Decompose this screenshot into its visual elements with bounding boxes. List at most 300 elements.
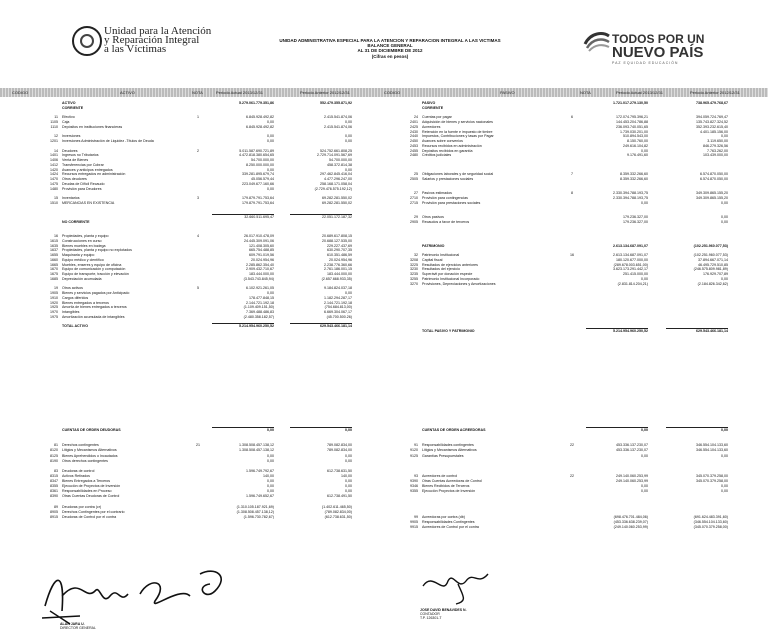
account-label: Propiedades, planta y equipo no explotados — [62, 248, 132, 253]
entity-line-2: y Reparación Integral — [104, 34, 200, 46]
account-code: 2450 — [410, 139, 418, 143]
account-code: 1637 — [50, 248, 58, 253]
slogan-line-1: TODOS POR UN — [612, 32, 705, 46]
account-code: 1910 — [50, 295, 58, 300]
entity-logo-text — [104, 27, 211, 54]
amount-current: 236.093.740.051,65 — [616, 124, 648, 129]
account-code: 1412 — [50, 162, 58, 167]
account-code: 24 — [414, 115, 418, 120]
account-label: TOTAL PASIVO Y PATRIMONIO — [422, 329, 475, 333]
amount-previous: 69.282.281.550,02 — [322, 200, 352, 205]
amount-previous: (102.251.960.077,53) — [693, 253, 728, 257]
col-codigo-left: CODIGO — [12, 90, 29, 95]
account-label: Transferencias por Cobrar — [62, 162, 104, 167]
amount-previous: 0,00 — [721, 489, 728, 494]
amount-current: 2.613.134.687.091,07 — [613, 253, 648, 257]
amount-current: (3.543.743.845,94) — [243, 276, 274, 281]
amount-current: 1.596.749.652,67 — [246, 494, 274, 499]
account-label: Avances sobre convenios — [422, 139, 463, 143]
column-header-bar — [0, 88, 768, 97]
accountant-role: CONTADOR — [420, 612, 440, 616]
amount-current: 0,00 — [267, 479, 274, 483]
amount-current: 54.700.000,00 — [251, 158, 274, 162]
amount-current: 665.754.488,85 — [249, 248, 274, 253]
slogan-subtitle: PAZ EQUIDAD EDUCACIÓN — [612, 61, 679, 65]
account-label: Provisión para prestaciones sociales — [422, 200, 481, 205]
amount-previous: (789.082.834,00) — [324, 509, 352, 514]
account-code: 1475 — [50, 181, 58, 186]
amount-current: 2.285.862.354,40 — [246, 262, 274, 267]
amount-current: 0,00 — [267, 428, 274, 432]
amount-current: 7.369.488.486,83 — [246, 310, 274, 314]
amount-current: 0,00 — [641, 148, 648, 153]
account-label: Patrimonio Institucional — [422, 253, 460, 257]
account-code: 32 — [414, 253, 418, 257]
coat-of-arms-icon — [72, 26, 102, 56]
slogan-line-2: NUEVO PAÍS — [612, 44, 704, 61]
amount-current: (698.476.701.484,06) — [613, 514, 648, 519]
amount-previous: (1.402.611.465,50) — [321, 504, 352, 509]
amount-current: 45.056.579,44 — [251, 177, 274, 181]
account-code: 1510 — [50, 200, 58, 205]
account-label: Inversiones Administración de Liquidez -Títulos de Deuda — [62, 139, 154, 143]
amount-current: (249.140.060.253,99) — [613, 524, 648, 529]
amount-current: 0,00 — [641, 484, 648, 489]
account-code: 8347 — [50, 479, 58, 483]
amount-previous: 0,00 — [345, 291, 352, 295]
amount-current: 339.281.895.679,74 — [242, 172, 274, 177]
account-code: 1635 — [50, 243, 58, 248]
amount-current: 249.140.060.253,99 — [616, 473, 648, 478]
account-code: 2425 — [410, 124, 418, 129]
account-label: Bienes y servicios pagados por Anticipado — [62, 291, 130, 295]
amount-previous: 0,00 — [721, 453, 728, 458]
amount-previous: 0,00 — [345, 428, 352, 432]
amount-current: 179.879.791.753,64 — [242, 196, 274, 200]
account-code: 2453 — [410, 143, 418, 148]
amount-current: 8.250.000.000,00 — [246, 162, 274, 167]
amount-current: 2.330.394.788.193,75 — [613, 196, 648, 200]
amount-current: 249.616.104,82 — [623, 143, 648, 148]
account-code: 1920 — [50, 300, 58, 305]
director-signature-block — [60, 622, 96, 630]
amount-previous: 0,00 — [721, 428, 728, 432]
account-code: 9125 — [410, 453, 418, 458]
account-code: 1110 — [50, 124, 58, 129]
account-code: 1675 — [50, 272, 58, 276]
account-label: Responsabilidades en Proceso — [62, 489, 112, 494]
amount-current: 0,00 — [267, 458, 274, 463]
amount-current: 0,00 — [267, 120, 274, 124]
amount-current: 0,00 — [267, 167, 274, 172]
amount-current: 0,00 — [641, 428, 648, 432]
account-label: Obligaciones laborales y de seguridad social — [422, 172, 494, 177]
amount-previous: (2.184.826.342,62) — [697, 281, 728, 286]
account-label: Bienes Aprehendidos o Incautados — [62, 453, 118, 458]
account-code: 15 — [54, 196, 58, 200]
account-label: Litigios y Mecanismos Alternativos — [62, 448, 117, 453]
amount-previous: 0,00 — [721, 134, 728, 139]
account-label: Resultados de ejercicios anteriores — [422, 262, 478, 267]
note-ref: 22 — [570, 443, 574, 448]
amount-previous: 349.309.865.155,20 — [696, 196, 728, 200]
account-label: Inversiones — [62, 134, 81, 139]
account-code: 1660 — [50, 257, 58, 262]
account-code: 8315 — [50, 473, 58, 478]
amount-current: 0,00 — [267, 186, 274, 191]
account-code: 2905 — [410, 219, 418, 224]
amount-previous: (754.684.813,00) — [324, 305, 352, 310]
amount-previous: 0,00 — [345, 453, 352, 458]
amount-previous: 789.082.834,00 — [327, 448, 352, 453]
account-label: Depósitos recibidos en garantía — [422, 148, 473, 153]
amount-current: 4.472.818.380.654,65 — [239, 153, 274, 158]
amount-previous: 20.688.127.535,00 — [322, 238, 352, 243]
account-code: 2455 — [410, 148, 418, 153]
accountant-tp: T.P. 126301-T — [420, 616, 442, 620]
amount-current: 2.613.134.687.091,07 — [613, 243, 648, 248]
col-nota-left: NOTA — [192, 90, 203, 95]
accountant-signature-image — [418, 566, 498, 606]
amount-current: 0,00 — [267, 139, 274, 143]
amount-current: 251.415.000,00 — [623, 272, 648, 276]
account-label: Resultados del ejercicio — [422, 267, 460, 272]
account-label: Bienes Entregados a Terceros — [62, 479, 111, 483]
amount-previous: 20.024.954,96 — [329, 257, 352, 262]
account-label: Deudores — [62, 148, 78, 153]
account-label: Acreedores — [422, 124, 441, 129]
account-label: Acreedores de control — [422, 473, 458, 478]
account-code: 91 — [414, 443, 418, 448]
account-code: 3270 — [410, 281, 418, 286]
account-code: 8120 — [50, 448, 58, 453]
account-label: Cargos diferidos — [62, 295, 89, 300]
amount-current: 32.660.511.695,47 — [244, 215, 274, 219]
amount-previous: 9.184.824.037,18 — [324, 286, 352, 291]
account-code: 3230 — [410, 267, 418, 272]
director-role: DIRECTOR GENERAL — [60, 626, 96, 630]
account-label: Capital fiscal — [422, 257, 443, 262]
account-code: 2430 — [410, 129, 418, 134]
amount-previous: 176.929.707,89 — [703, 272, 728, 276]
amount-current: 26.017.910.478,09 — [244, 234, 274, 238]
account-label: Responsabilidades Contingentes — [422, 519, 475, 524]
account-code: 1424 — [50, 172, 58, 177]
account-label: Deudoras de Control por el contra — [62, 514, 117, 519]
amount-current: 8.150.760,00 — [627, 139, 648, 143]
government-slogan — [612, 34, 704, 60]
amount-current: 179.236.327,00 — [623, 215, 648, 219]
account-code: 2401 — [410, 120, 418, 124]
amount-current: 9.176.491,60 — [627, 153, 648, 158]
account-code: 81 — [54, 443, 58, 448]
account-code: 3235 — [410, 272, 418, 276]
title-line-4: (Cifras en pesos) — [371, 53, 409, 59]
amount-previous: 140,00 — [341, 473, 352, 478]
amount-current: 0,00 — [267, 291, 274, 295]
amount-current: 121.408.305,60 — [249, 243, 274, 248]
note-ref: 5 — [197, 286, 199, 291]
amount-previous: 22.051.172.187,32 — [322, 215, 352, 219]
title-line-2: BALANCE GENERAL — [367, 43, 413, 49]
account-label: Muebles, enseres y equipo de oficina — [62, 262, 122, 267]
amount-current: 1.721.017.279.130,50 — [613, 101, 648, 105]
account-code: 11 — [54, 115, 58, 120]
amount-previous: 7.763.262,00 — [707, 148, 728, 153]
accountant-name: JOSE DAVID BENAVIDES N. — [420, 608, 467, 612]
amount-previous: 630.290.707,35 — [327, 248, 352, 253]
account-label: Ejecución de Proyectos de Inversión — [62, 484, 121, 489]
account-code: 3255 — [410, 276, 418, 281]
account-label: TOTAL ACTIVO — [62, 324, 89, 329]
account-code: 1655 — [50, 253, 58, 257]
account-label: Deudas de Difícil Recaudo — [62, 181, 105, 186]
amount-current: (453.336.638.239,07) — [613, 519, 648, 524]
amount-current: 1.308.508.457.138,12 — [239, 448, 274, 453]
amount-previous: 738.965.479.768,67 — [696, 101, 728, 105]
amount-current: (1.310.105.187.921,69) — [236, 504, 274, 509]
amount-previous: 69.282.281.550,02 — [322, 196, 352, 200]
account-label: Recursos recibidos en administración — [422, 143, 482, 148]
note-ref: 22 — [570, 473, 574, 478]
account-label: Derechos Contingentes por el contrario — [62, 509, 125, 514]
account-label: ACTIVO — [62, 101, 76, 105]
amount-previous: (246.575.809.981,89) — [693, 267, 728, 272]
amount-previous: 629.543.466.181,14 — [320, 324, 352, 329]
account-code: 8125 — [50, 453, 58, 458]
amount-previous: 6.669.304.067,17 — [324, 310, 352, 314]
account-code: 16 — [54, 234, 58, 238]
account-code: 14 — [54, 148, 58, 153]
note-ref: 8 — [571, 191, 573, 196]
amount-previous: 0,00 — [345, 167, 352, 172]
account-code: 1925 — [50, 305, 58, 310]
account-code: 12 — [54, 134, 58, 139]
account-label: Inventarios — [62, 196, 80, 200]
amount-previous: 846.279.326,56 — [703, 143, 728, 148]
amount-current: 0,00 — [641, 489, 648, 494]
account-code: 8390 — [50, 494, 58, 499]
account-label: Propiedades, planta y equipo — [62, 234, 109, 238]
amount-current: 2.144.721.192,18 — [246, 300, 274, 305]
account-code: 29 — [414, 215, 418, 219]
col-codigo-right: CODIGO — [384, 90, 401, 95]
account-code: 8361 — [50, 489, 58, 494]
note-ref: 4 — [197, 234, 199, 238]
account-label: Amortiz.de bienes entregados a terceros — [62, 305, 127, 310]
account-label: Depósitos en instituciones financieras — [62, 124, 123, 129]
account-label: Deudoras de control — [62, 468, 95, 473]
amount-current: 140,00 — [263, 473, 274, 478]
amount-previous: 258.168.171.058,04 — [320, 181, 352, 186]
account-label: Impuestos, Contribuciones y tasas por Pagar — [422, 134, 494, 139]
note-ref: 1 — [197, 115, 199, 120]
account-label: Responsabilidades contingentes — [422, 443, 474, 448]
account-code: 1685 — [50, 276, 58, 281]
amount-previous: 0,00 — [345, 120, 352, 124]
account-label: CORRIENTE — [422, 105, 444, 110]
amount-previous: 6.574.870.050,00 — [700, 177, 728, 181]
account-code: 1905 — [50, 291, 58, 295]
amount-previous: (691.624.483.391,60) — [693, 514, 728, 519]
accountant-signature-block — [420, 608, 467, 620]
account-label: MERCANCIAS EN EXISTENCIA — [62, 200, 115, 205]
amount-previous: 629.543.466.181,14 — [696, 329, 728, 333]
amount-previous: 552.479.355.871,92 — [320, 101, 352, 105]
amount-current: 24.445.309.091,06 — [244, 238, 274, 243]
amount-previous: 345.070.379.258,00 — [696, 479, 728, 483]
account-label: PASIVO — [422, 101, 436, 105]
amount-previous: 0,00 — [345, 489, 352, 494]
col-pasivo: PASIVO — [500, 90, 515, 95]
amount-current: 249.140.060.253,99 — [616, 479, 648, 483]
account-label: Cuentas por pagar — [422, 115, 452, 120]
amount-current: (2.831.814.204,21) — [617, 281, 648, 286]
amount-previous: 0,00 — [721, 276, 728, 281]
amount-current: 8.359.332.266,60 — [620, 177, 648, 181]
account-code: 3225 — [410, 262, 418, 267]
amount-previous: 612.738.491,50 — [327, 494, 352, 499]
account-label: Deudoras por contra (cr) — [62, 504, 102, 509]
amount-previous: 352.393.232.615,40 — [696, 124, 728, 129]
account-code: 2710 — [410, 196, 418, 200]
account-label: Construcciones en curso — [62, 238, 102, 243]
amount-current: 2.330.394.788.193,75 — [613, 191, 648, 196]
account-label: CUENTAS DE ORDEN ACREEDORAS — [422, 428, 486, 432]
note-ref: 16 — [570, 253, 574, 257]
account-code: 8190 — [50, 458, 58, 463]
amount-previous: (2.657.668.933,35) — [321, 276, 352, 281]
account-code: 1105 — [50, 120, 58, 124]
amount-previous: 612.738.631,50 — [327, 468, 352, 473]
account-code: 2440 — [410, 134, 418, 139]
amount-previous: 0,00 — [345, 479, 352, 483]
account-label: Provisión para contingencias — [422, 196, 468, 200]
note-ref: 21 — [196, 443, 200, 448]
account-label: Activos Retirados — [62, 473, 90, 478]
account-label: Bienes muebles en bodega — [62, 243, 106, 248]
account-label: Superávit por donación especie — [422, 272, 473, 276]
account-label: Adquisición de bienes y servicios nacionales — [422, 120, 493, 124]
amount-previous: 103.439.000,00 — [703, 153, 728, 158]
amount-previous: (346.554.104.133,60) — [693, 519, 728, 524]
account-label: Bienes entregados a terceros — [62, 300, 109, 305]
amount-previous: (2.729.476.575.192,12) — [314, 186, 352, 191]
account-label: Otros pasivos — [422, 215, 444, 219]
account-label: Avances y anticipos entregados — [62, 167, 113, 172]
account-label: Otras Cuentas Deudoras de Control — [62, 494, 120, 499]
account-label: Venta de Bienes — [62, 158, 89, 162]
amount-previous: 46.495.729.510,85 — [698, 262, 728, 267]
note-ref: 3 — [197, 196, 199, 200]
amount-current: 6.845.928.492,82 — [246, 115, 274, 120]
note-ref: 6 — [571, 115, 573, 120]
account-code: 1420 — [50, 167, 58, 172]
account-code: 19 — [54, 286, 58, 291]
document-title — [230, 38, 550, 59]
amount-previous: 610.351.486,59 — [327, 253, 352, 257]
amount-previous: 0,00 — [721, 219, 728, 224]
col-nota-right: NOTA — [580, 90, 591, 95]
account-code: 1480 — [50, 186, 58, 191]
government-logo-icon — [583, 30, 611, 52]
amount-previous: 0,00 — [721, 200, 728, 205]
amount-previous: 54.700.000,00 — [329, 158, 352, 162]
amount-current: 5.279.061.779.351,86 — [239, 101, 274, 105]
amount-previous: 229.227.437,69 — [327, 243, 352, 248]
account-label: Acreedoras por contra (db) — [422, 514, 465, 519]
amount-current: 183.444.000,00 — [249, 272, 274, 276]
account-code: 2715 — [410, 200, 418, 205]
amount-current: (1.109.409.151,50) — [243, 305, 274, 310]
amount-current: (1.308.508.457.138,12) — [236, 509, 274, 514]
col-activo: ACTIVO — [120, 90, 135, 95]
account-label: Acreedores de Control por el contra — [422, 524, 479, 529]
entity-line-1: Unidad para la Atención — [104, 25, 212, 37]
account-label: PATRIMONIO — [422, 243, 445, 248]
account-label: Ingresos no Tributarios — [62, 153, 99, 158]
account-code: 9905 — [410, 519, 418, 524]
account-label: NO CORRIENTE — [62, 219, 90, 224]
amount-previous: 524.752.661.808,25 — [320, 148, 352, 153]
amount-previous: 135.743.827.324,52 — [696, 120, 728, 124]
amount-previous: 20.689.617.808,15 — [322, 234, 352, 238]
account-label: Caja — [62, 120, 70, 124]
account-code: 1615 — [50, 238, 58, 243]
amount-previous: 346.554.104.133,60 — [696, 443, 728, 448]
amount-previous: 0,00 — [345, 484, 352, 489]
amount-previous: 345.070.379.258,00 — [696, 473, 728, 478]
account-code: 1970 — [50, 310, 58, 314]
amount-current: 6.845.928.492,82 — [246, 124, 274, 129]
amount-previous: 2.729.714.091.567,69 — [317, 153, 352, 158]
account-label: Créditos judiciales — [422, 153, 452, 158]
amount-previous: 183.444.000,00 — [327, 272, 352, 276]
account-label: Otros derechos contingentes — [62, 458, 108, 463]
amount-previous: (612.738.631,50) — [324, 514, 352, 519]
amount-previous: 2.761.186.001,15 — [324, 267, 352, 272]
amount-previous: 37.894.667.071,14 — [698, 257, 728, 262]
amount-previous: 0,00 — [345, 139, 352, 143]
account-label: Garantías Presupuestales — [422, 453, 464, 458]
amount-previous: 297.462.845.416,04 — [320, 172, 352, 177]
amount-current: 6.102.921.261,05 — [246, 286, 274, 291]
amount-current: 609.791.019,56 — [249, 253, 274, 257]
amount-current: 179.879.791.753,64 — [242, 200, 274, 205]
amount-current: 180.120.677.000,00 — [616, 257, 648, 262]
account-code: 1665 — [50, 262, 58, 267]
account-code: 9355 — [410, 489, 418, 494]
amount-previous: 0,00 — [721, 215, 728, 219]
amount-current: 453.336.137.230,07 — [616, 448, 648, 453]
col-anterior-right: Periodo Anterior 2012/12/31 — [690, 90, 740, 95]
amount-current: 510.894.543,00 — [623, 134, 648, 139]
account-label: Salarios y prestaciones sociales — [422, 177, 474, 181]
account-label: Litigios y Mecanismos Alternativos — [422, 448, 477, 453]
account-code: 9346 — [410, 484, 418, 489]
account-label: Maquinaria y equipo — [62, 253, 95, 257]
amount-current: 0,00 — [641, 453, 648, 458]
account-code: 2505 — [410, 177, 418, 181]
amount-previous: 2.144.721.192,18 — [324, 300, 352, 305]
account-code: 9120 — [410, 448, 418, 453]
title-line-3: AL 31 DE DICIEMBRE DE 2012 — [357, 48, 423, 54]
account-code: 83 — [54, 468, 58, 473]
amount-current: 0,00 — [267, 134, 274, 139]
amount-previous: (345.070.379.258,00) — [693, 524, 728, 529]
account-code: 8915 — [50, 514, 58, 519]
account-code: 2480 — [410, 153, 418, 158]
